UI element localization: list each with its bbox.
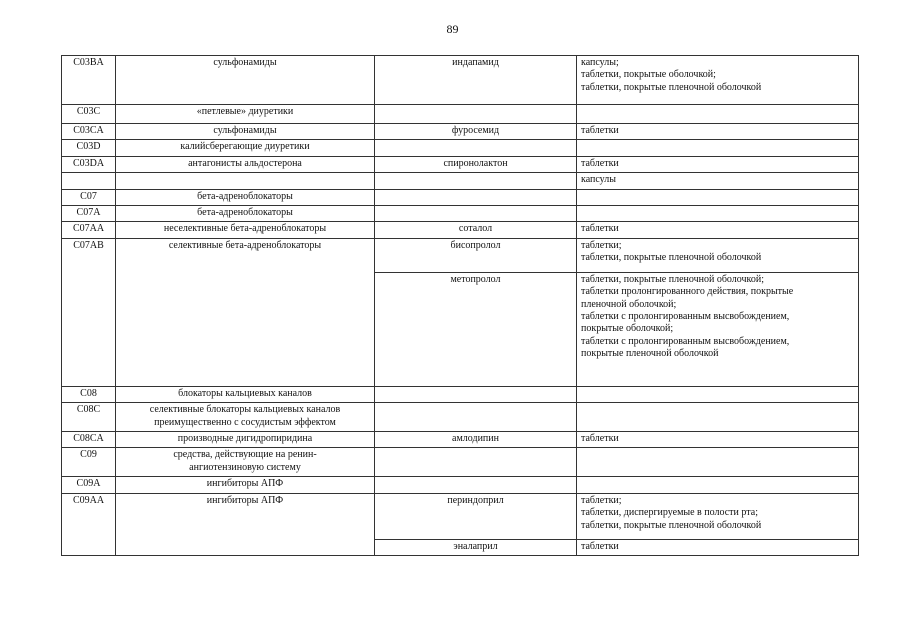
drug-name: спиронолактон <box>375 156 577 172</box>
drug-name <box>375 448 577 477</box>
group-name: блокаторы кальциевых каналов <box>116 386 375 402</box>
drug-table <box>61 55 859 556</box>
table-row <box>62 238 859 272</box>
drug-name <box>375 206 577 222</box>
drug-name: индапамид <box>375 56 577 105</box>
dosage-form-line: таблетки с пролонгированным высвобождением, <box>581 335 790 347</box>
dosage-form-cell <box>577 140 859 156</box>
dosage-form-line: капсулы <box>581 174 616 186</box>
atc-code: C09A <box>62 477 116 493</box>
dosage-form-line: таблетки <box>581 223 619 235</box>
group-name <box>116 539 375 555</box>
dosage-form-line: таблетки; <box>581 494 622 506</box>
dosage-form-cell <box>577 477 859 493</box>
table-row <box>62 140 859 156</box>
table-row <box>62 105 859 124</box>
drug-name <box>375 189 577 205</box>
table-row <box>62 432 859 448</box>
drug-name <box>375 477 577 493</box>
atc-code <box>62 173 116 189</box>
atc-code: C07 <box>62 189 116 205</box>
atc-code: C03C <box>62 105 116 124</box>
table-row <box>62 189 859 205</box>
dosage-form-cell <box>577 189 859 205</box>
atc-code <box>62 272 116 386</box>
dosage-form-line: таблетки; <box>581 239 622 251</box>
dosage-form-line: капсулы; <box>581 57 619 68</box>
atc-code: C07AB <box>62 238 116 272</box>
dosage-form-cell <box>577 173 859 189</box>
atc-code: C03CA <box>62 124 116 140</box>
table-row <box>62 448 859 477</box>
table-row <box>62 403 859 432</box>
drug-name: соталол <box>375 222 577 238</box>
atc-code: C08CA <box>62 432 116 448</box>
page-number: 89 <box>446 22 459 36</box>
group-name <box>116 272 375 386</box>
table-row <box>62 477 859 493</box>
dosage-form-cell <box>577 432 859 448</box>
dosage-form-line: покрытые оболочкой; <box>581 323 674 335</box>
dosage-form-cell <box>577 238 859 272</box>
dosage-form-cell <box>577 539 859 555</box>
drug-name: бисопролол <box>375 238 577 272</box>
drug-name: эналаприл <box>375 539 577 555</box>
atc-code: C07AA <box>62 222 116 238</box>
table-row <box>62 493 859 539</box>
table-row <box>62 539 859 555</box>
drug-name <box>375 140 577 156</box>
group-name: ингибиторы АПФ <box>116 493 375 539</box>
dosage-form-cell <box>577 156 859 172</box>
drug-name <box>375 105 577 124</box>
table-row <box>62 124 859 140</box>
table-row <box>62 56 859 105</box>
table-row <box>62 156 859 172</box>
dosage-form-line: покрытые пленочной оболочкой <box>581 348 719 360</box>
dosage-form-cell <box>577 124 859 140</box>
table-row <box>62 206 859 222</box>
group-name: бета-адреноблокаторы <box>116 206 375 222</box>
dosage-form-cell <box>577 222 859 238</box>
group-name: селективные блокаторы кальциевых каналов преимущественно с сосудистым эффектом <box>116 403 375 432</box>
group-name <box>116 173 375 189</box>
group-name: антагонисты альдостерона <box>116 156 375 172</box>
dosage-form-line: таблетки с пролонгированным высвобождением, <box>581 311 790 323</box>
dosage-form-line: таблетки, покрытые пленочной оболочкой <box>581 519 762 531</box>
drug-name: амлодипин <box>375 432 577 448</box>
dosage-form-line: таблетки пролонгированного действия, покрытые <box>581 286 794 298</box>
dosage-form-cell <box>577 206 859 222</box>
dosage-form-line: таблетки <box>581 157 619 169</box>
group-name: бета-адреноблокаторы <box>116 189 375 205</box>
dosage-form-cell <box>577 272 859 386</box>
table-row <box>62 272 859 386</box>
atc-code: C07A <box>62 206 116 222</box>
dosage-form-line: таблетки, покрытые оболочкой; <box>581 69 716 81</box>
dosage-form-line: таблетки, покрытые пленочной оболочкой; <box>581 273 765 285</box>
dosage-form-line: пленочной оболочкой; <box>581 298 677 310</box>
group-name: средства, действующие на ренин-ангиотензиновую систему <box>116 448 375 477</box>
dosage-form-cell <box>577 105 859 124</box>
atc-code: C08C <box>62 403 116 432</box>
drug-name <box>375 173 577 189</box>
dosage-form-cell <box>577 448 859 477</box>
atc-code: C03D <box>62 140 116 156</box>
drug-name <box>375 386 577 402</box>
group-name: калийсберегающие диуретики <box>116 140 375 156</box>
dosage-form-cell <box>577 386 859 402</box>
table-row <box>62 222 859 238</box>
group-name: ингибиторы АПФ <box>116 477 375 493</box>
dosage-form-line: таблетки <box>581 540 619 552</box>
atc-code <box>62 539 116 555</box>
group-name: сульфонамиды <box>116 124 375 140</box>
group-name: «петлевые» диуретики <box>116 105 375 124</box>
atc-code: C03DA <box>62 156 116 172</box>
atc-code: C09 <box>62 448 116 477</box>
dosage-form-line: таблетки <box>581 125 619 136</box>
group-name: неселективные бета-адреноблокаторы <box>116 222 375 238</box>
table-row <box>62 173 859 189</box>
drug-name: фуросемид <box>375 124 577 140</box>
group-name: производные дигидропиридина <box>116 432 375 448</box>
dosage-form-cell <box>577 403 859 432</box>
atc-code: C03BA <box>62 56 116 105</box>
group-name: сульфонамиды <box>116 56 375 105</box>
dosage-form-line: таблетки <box>581 433 619 445</box>
drug-name <box>375 403 577 432</box>
drug-name: метопролол <box>375 272 577 386</box>
atc-code: C09AA <box>62 493 116 539</box>
dosage-form-line: таблетки, покрытые пленочной оболочкой <box>581 81 762 93</box>
atc-code: C08 <box>62 386 116 402</box>
dosage-form-line: таблетки, диспергируемые в полости рта; <box>581 507 758 519</box>
dosage-form-cell <box>577 493 859 539</box>
dosage-form-cell <box>577 56 859 105</box>
dosage-form-line: таблетки, покрытые пленочной оболочкой <box>581 252 762 264</box>
drug-name: периндоприл <box>375 493 577 539</box>
group-name: селективные бета-адреноблокаторы <box>116 238 375 272</box>
table-row <box>62 386 859 402</box>
